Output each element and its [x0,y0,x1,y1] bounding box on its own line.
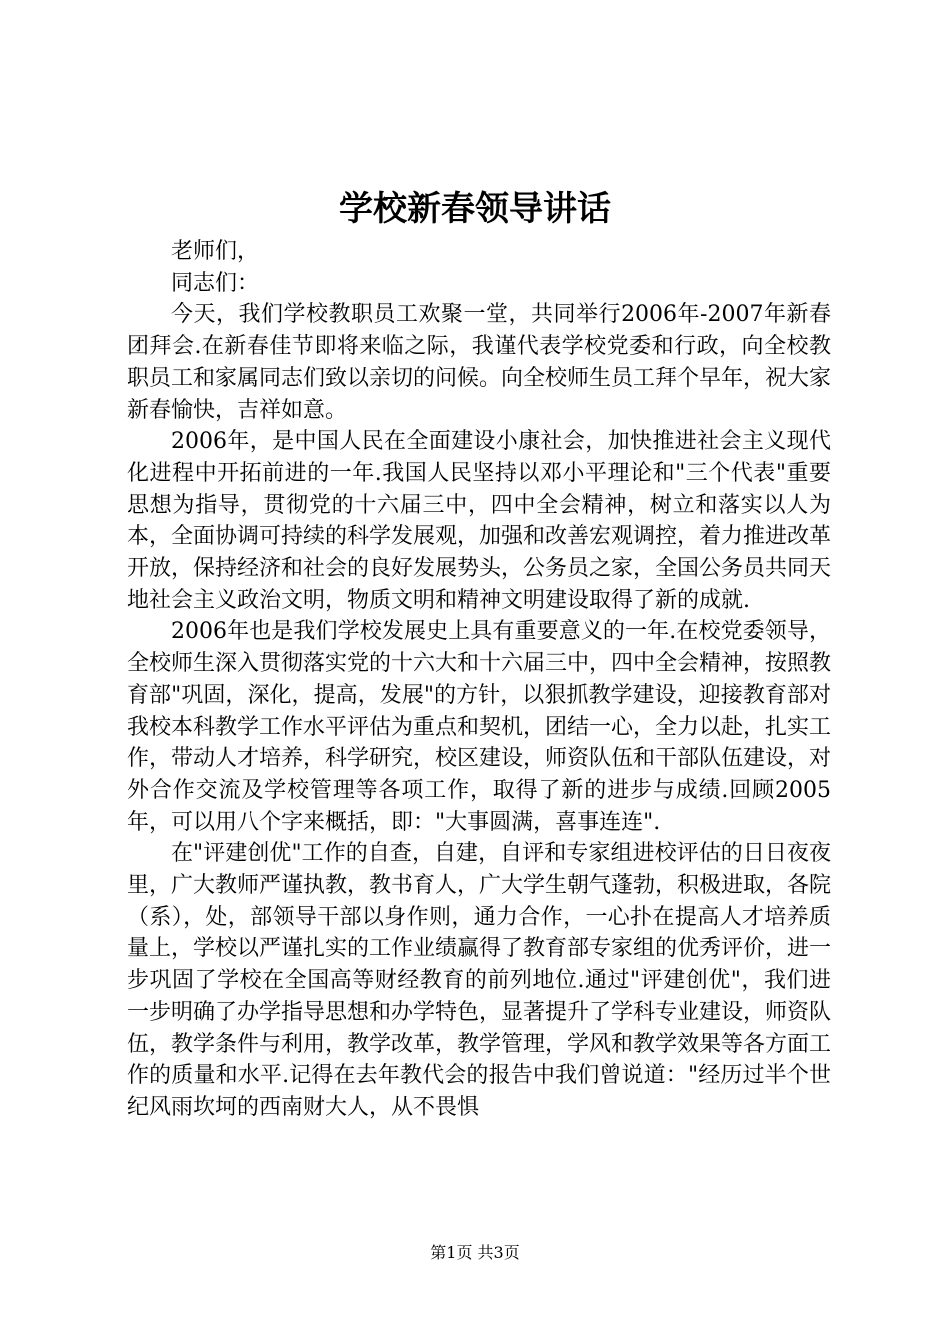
paragraph-greeting: 今天，我们学校教职员工欢聚一堂，共同举行2006年-2007年新春团拜会.在新春佳节即将来临之际，我谨代表学校党委和行政，向全校教职员工和家属同志们致以亲切的问候。向全校师生员工拜个早年，祝大家新春愉快，吉祥如意。 [127,302,832,423]
page-footer: 第1页 共3页 [430,1243,520,1262]
document-body [127,236,831,1124]
paragraph-evaluation: 在"评建创优"工作的自查，自建，自评和专家组进校评估的日日夜夜里，广大教师严谨执教，教书育人，广大学生朝气蓬勃，积极进取，各院（系），处，部领导干部以身作则，通力合作，一心扑在提高人才培养质量上，学校以严谨扎实的工作业绩赢得了教育部专家组的优秀评价，进一步巩固了学校在全国高等财经教育的前列地位.通过"评建创优"，我们进一步明确了办学指导思想和办学特色，显著提升了学科专业建设，师资队伍，教学条件与利用，教学改革，教学管理，学风和教学效果等各方面工作的质量和水平.记得在去年教代会的报告中我们曾说道："经历过半个世纪风雨坎坷的西南财大人，从不畏惧 [127,841,832,1120]
paragraph-school-review: 2006年也是我们学校发展史上具有重要意义的一年.在校党委领导，全校师生深入贯彻落实党的十六大和十六届三中，四中全会精神，按照教育部"巩固，深化，提高，发展"的方针，以狠抓教学建设，迎接教育部对我校本科教学工作水平评估为重点和契机，团结一心，全力以赴，扎实工作，带动人才培养，科学研究，校区建设，师资队伍和干部队伍建设，对外合作交流及学校管理等各项工作，取得了新的进步与成绩.回顾2005年，可以用八个字来概括，即："大事圆满，喜事连连". [127,619,832,835]
document-title: 学校新春领导讲话 [339,189,611,229]
salutation-comrades: 同志们： [171,270,260,296]
paragraph-national-review: 2006年，是中国人民在全面建设小康社会，加快推进社会主义现代化进程中开拓前进的一年.我国人民坚持以邓小平理论和"三个代表"重要思想为指导，贯彻党的十六届三中，四中全会精神，树立和落实以人为本，全面协调可持续的科学发展观，加强和改善宏观调控，着力推进改革开放，保持经济和社会的良好发展势头，公务员之家，全国公务员共同天地社会主义政治文明，物质文明和精神文明建设取得了新的成就. [127,429,832,613]
salutation-teachers: 老师们， [171,239,260,264]
